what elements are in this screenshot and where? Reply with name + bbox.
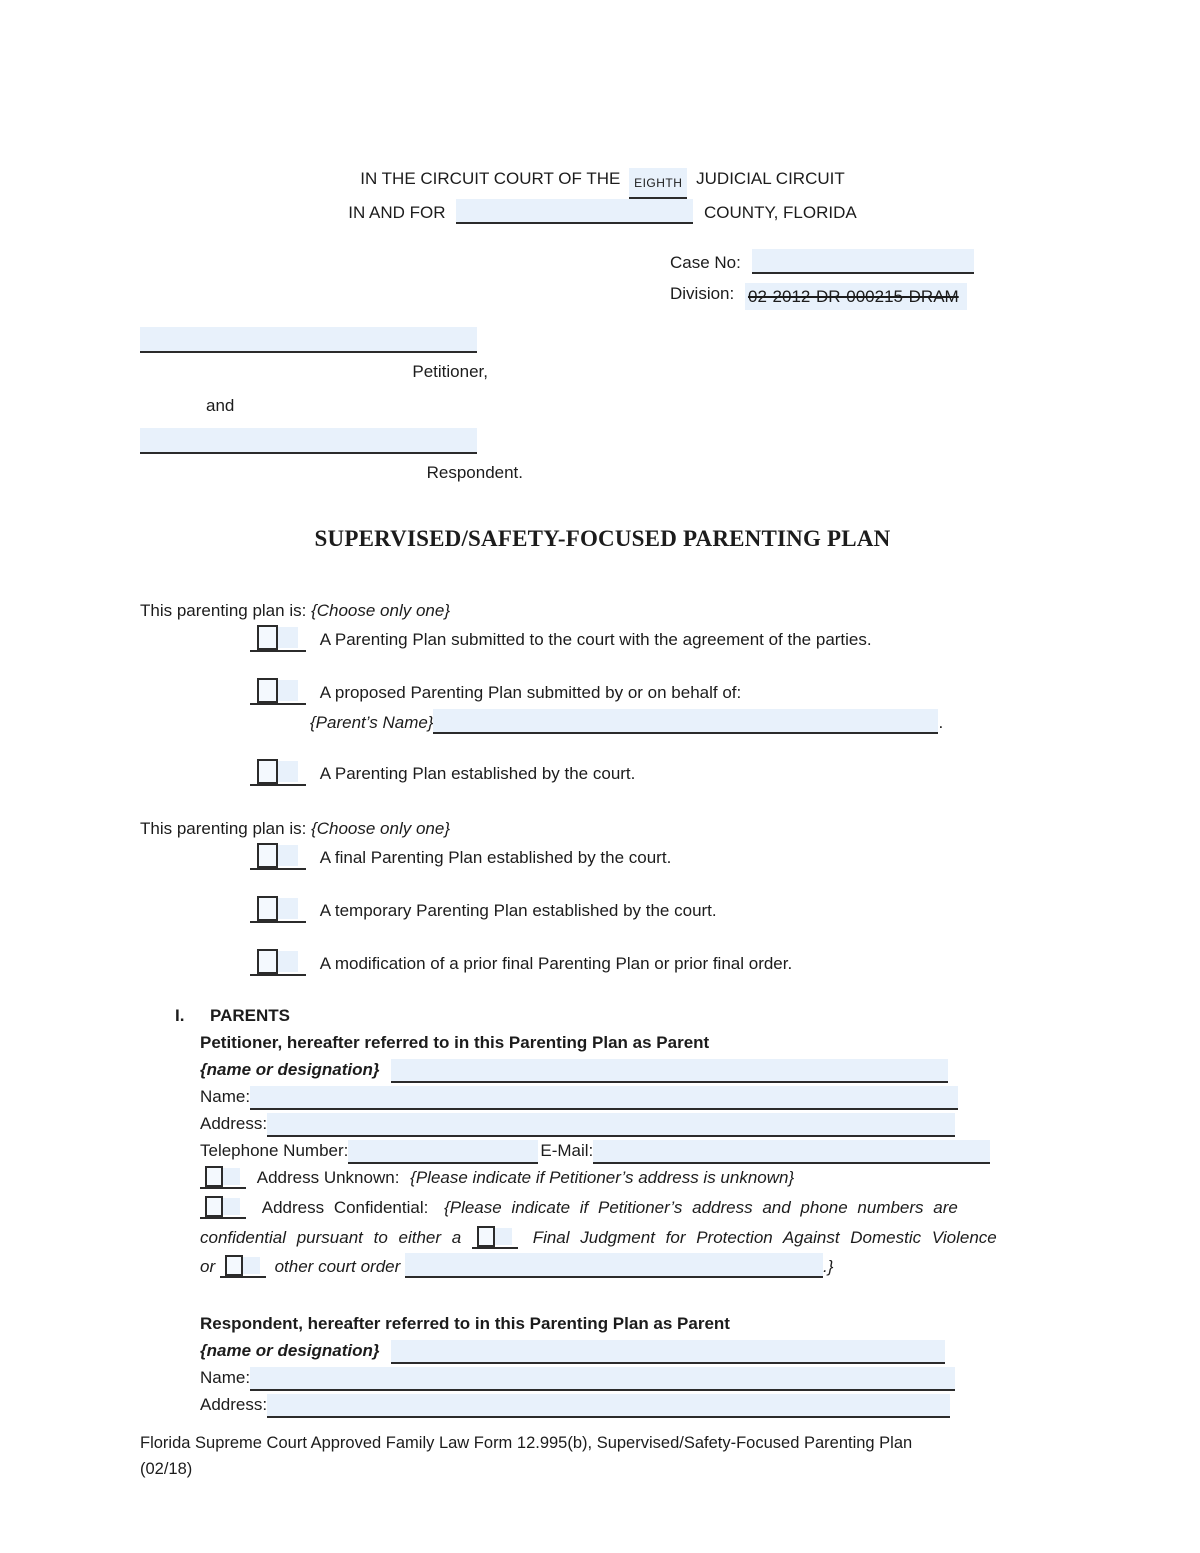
checkbox-dv-judgment[interactable]	[472, 1225, 518, 1249]
court-header-line1	[140, 165, 1065, 199]
court-line1-pre: IN THE CIRCUIT COURT OF THE	[360, 169, 621, 188]
checkbox-plan-proposed[interactable]	[250, 677, 306, 705]
petitioner-name-field[interactable]	[250, 1086, 958, 1110]
option-label: A modification of a prior final Parenting Plan or prior final order.	[319, 954, 793, 973]
address-confidential-label: Address Confidential:	[261, 1198, 429, 1217]
choice1-intro: This parenting plan is:	[140, 601, 307, 620]
division-label: Division:	[670, 284, 735, 303]
checkbox-box-icon	[257, 843, 278, 868]
checkbox-shade	[223, 1168, 240, 1185]
court-header-line2	[140, 199, 1065, 227]
division-field[interactable]	[745, 283, 967, 310]
court-header	[140, 165, 1065, 227]
checkbox-shade	[277, 761, 298, 782]
email-label: E-Mail:	[540, 1141, 594, 1160]
option-row	[250, 948, 1065, 980]
option-row	[250, 624, 1065, 656]
confidential-note-2: confidential pursuant to either a	[200, 1228, 462, 1247]
circuit-name-value: EIGHTH	[634, 176, 683, 190]
petitioner-name-row	[200, 1083, 958, 1110]
parent-name-line	[310, 709, 1065, 737]
address-unknown-note: {Please indicate if Petitioner’s address is unknown}	[410, 1168, 795, 1187]
confidential-note-4: or	[200, 1257, 216, 1276]
choice2-intro-line	[140, 815, 1065, 842]
option-row	[250, 895, 1065, 927]
choice2-intro: This parenting plan is:	[140, 819, 307, 838]
designation-label: {name or designation}	[200, 1341, 380, 1360]
court-line2-post: COUNTY, FLORIDA	[704, 203, 857, 222]
designation-label: {name or designation}	[200, 1060, 380, 1079]
footer-line2: (02/18)	[140, 1460, 193, 1478]
checkbox-plan-final[interactable]	[250, 842, 306, 870]
court-line2-pre: IN AND FOR	[348, 203, 446, 222]
petitioner-heading: Petitioner, hereafter referred to in this Parenting Plan as Parent	[200, 1033, 710, 1052]
parent-name-field[interactable]	[433, 709, 938, 734]
division-row	[670, 280, 1065, 311]
respondent-address-row	[200, 1391, 950, 1418]
case-info-block	[670, 249, 1065, 311]
section-title: PARENTS	[210, 1006, 290, 1025]
petitioner-caption-field[interactable]	[140, 327, 477, 353]
option-row	[250, 842, 1065, 874]
parents-section-body	[200, 1029, 1065, 1418]
other-court-order-field[interactable]	[405, 1253, 823, 1278]
confidential-note-3: Final Judgment for Protection Against Domestic Violence	[532, 1228, 997, 1247]
option-label: A temporary Parenting Plan established by the court.	[319, 901, 717, 920]
name-label: Name:	[200, 1087, 251, 1106]
checkbox-shade	[277, 680, 298, 701]
respondent-caption-field[interactable]	[140, 428, 477, 454]
plan-status-choice-group	[140, 815, 1065, 980]
option-label: A final Parenting Plan established by the court.	[319, 848, 672, 867]
checkbox-box-icon	[205, 1196, 223, 1217]
confidential-note-6: .}	[823, 1257, 834, 1276]
checkbox-shade	[243, 1257, 260, 1274]
option-row	[250, 758, 1065, 790]
option-label: A proposed Parenting Plan submitted by or on behalf of:	[319, 683, 742, 702]
respondent-designation-field[interactable]	[391, 1340, 945, 1364]
petitioner-designation-field[interactable]	[391, 1059, 948, 1083]
address-confidential-line2	[200, 1224, 1065, 1253]
parent-name-suffix: .	[938, 713, 944, 732]
checkbox-other-court-order[interactable]	[220, 1254, 266, 1278]
choice1-intro-line	[140, 597, 1065, 624]
address-label: Address:	[200, 1395, 268, 1414]
case-number-row	[670, 249, 1065, 280]
division-value: 02-2012-DR-000215-DRAM	[747, 287, 959, 306]
checkbox-plan-modification[interactable]	[250, 948, 306, 976]
checkbox-box-icon	[257, 678, 278, 703]
petitioner-address-row	[200, 1110, 955, 1137]
confidential-note-1: {Please indicate if Petitioner’s address and phone numbers are	[444, 1198, 958, 1217]
section-number: I.	[175, 1006, 185, 1025]
option-label: A Parenting Plan established by the court.	[319, 764, 636, 783]
checkbox-box-icon	[257, 896, 278, 921]
address-confidential-line1	[200, 1194, 1065, 1224]
checkbox-plan-temporary[interactable]	[250, 895, 306, 923]
checkbox-plan-court-established[interactable]	[250, 758, 306, 786]
footer-line1: Florida Supreme Court Approved Family Law Form 12.995(b), Supervised/Safety-Focused Parenting Plan	[140, 1434, 913, 1452]
checkbox-shade	[277, 951, 298, 972]
parents-section-heading	[175, 1002, 1065, 1029]
option-label: A Parenting Plan submitted to the court with the agreement of the parties.	[319, 630, 872, 649]
case-number-field[interactable]	[752, 249, 974, 274]
respondent-designation-row	[200, 1337, 945, 1364]
parent-name-label: {Parent’s Name}	[310, 713, 434, 732]
address-unknown-label: Address Unknown:	[256, 1168, 400, 1187]
petitioner-designation-row	[200, 1056, 948, 1083]
address-label: Address:	[200, 1114, 268, 1133]
case-caption	[140, 327, 1065, 486]
circuit-name-field[interactable]	[629, 168, 687, 199]
county-field[interactable]	[456, 199, 693, 224]
checkbox-shade	[277, 845, 298, 866]
form-title: SUPERVISED/SAFETY-FOCUSED PARENTING PLAN	[314, 526, 891, 551]
case-no-label: Case No:	[670, 253, 741, 272]
plan-submission-choice-group	[140, 597, 1065, 790]
checkbox-box-icon	[477, 1226, 495, 1247]
address-confidential-line3	[200, 1253, 1065, 1283]
choice1-note: {Choose only one}	[311, 601, 451, 620]
and-label: and	[206, 396, 235, 415]
name-label: Name:	[200, 1368, 251, 1387]
petitioner-phone-email-row	[200, 1137, 990, 1164]
checkbox-shade	[223, 1198, 240, 1215]
checkbox-shade	[277, 627, 298, 648]
respondent-address-field[interactable]	[267, 1394, 950, 1418]
form-footer	[140, 1430, 1065, 1482]
checkbox-shade	[495, 1228, 512, 1245]
checkbox-box-icon	[225, 1255, 243, 1276]
checkbox-shade	[277, 898, 298, 919]
petitioner-address-field[interactable]	[267, 1113, 955, 1137]
petitioner-email-field[interactable]	[593, 1140, 990, 1164]
respondent-label: Respondent.	[426, 463, 523, 482]
respondent-heading: Respondent, hereafter referred to in this Parenting Plan as Parent	[200, 1314, 730, 1333]
phone-label: Telephone Number:	[200, 1141, 349, 1160]
court-line1-post: JUDICIAL CIRCUIT	[696, 169, 845, 188]
checkbox-plan-agreement[interactable]	[250, 624, 306, 652]
choice2-note: {Choose only one}	[311, 819, 451, 838]
checkbox-box-icon	[205, 1166, 223, 1187]
checkbox-box-icon	[257, 759, 278, 784]
address-unknown-row	[200, 1164, 1065, 1194]
confidential-note-5: other court order	[274, 1257, 401, 1276]
respondent-name-row	[200, 1364, 955, 1391]
petitioner-phone-field[interactable]	[348, 1140, 538, 1164]
petitioner-label: Petitioner,	[412, 362, 488, 381]
checkbox-address-unknown[interactable]	[200, 1165, 246, 1189]
respondent-name-field[interactable]	[250, 1367, 955, 1391]
checkbox-box-icon	[257, 949, 278, 974]
checkbox-address-confidential[interactable]	[200, 1195, 246, 1219]
checkbox-box-icon	[257, 625, 278, 650]
option-row	[250, 677, 1065, 709]
